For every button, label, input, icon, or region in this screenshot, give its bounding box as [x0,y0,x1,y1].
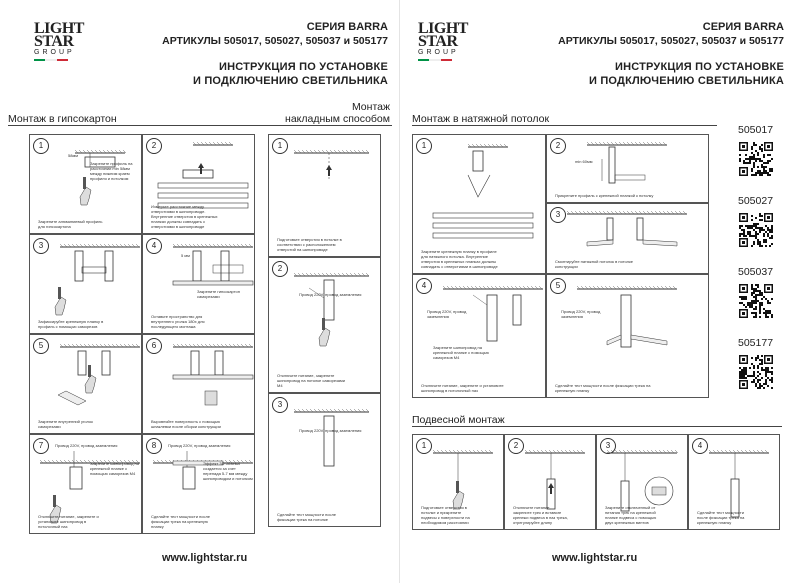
series-title: СЕРИЯ BARRA [702,21,784,33]
drywall-step-7 [29,434,142,534]
instruction-title-line1: ИНСТРУКЦИЯ ПО УСТАНОВКЕ [615,61,784,73]
step-caption: Зафиксируйте крепежную планку в профиль с помощью саморезов [38,319,104,329]
logo-group: GROUP [34,49,75,56]
logo-line1: LIGHT [34,20,84,37]
left-section-rule [8,125,392,126]
step-number: 2 [272,261,288,277]
installation-diagram [269,394,382,528]
surface-section-title-1: Монтаж [351,101,390,113]
dimension-label: 5 мм [181,253,190,258]
step-number: 1 [33,138,49,154]
article-code: 505027 [738,195,774,207]
step-number: 4 [146,238,162,254]
left-footer-url[interactable]: www.lightstar.ru [162,552,248,564]
right-footer-url[interactable]: www.lightstar.ru [552,552,638,564]
step-caption: Закрепите внутренний уголок саморезами [38,419,93,429]
step-number: 3 [33,238,49,254]
step-caption: Закрепите алюминиевый профиль для гипсокартона [38,219,103,229]
step-caption-secondary: Закрепите гипсокартон саморезами [197,289,240,299]
suspended-step-1 [412,434,504,530]
step-caption: Измерьте расстояние между отверстиями в шинопроводе. Внутренние отверстия в крепежных планках должны совпадать с отверстиями в шинопроводе [151,204,218,229]
right-header [558,20,784,88]
step-number: 3 [600,438,616,454]
step-number: 2 [550,138,566,154]
step-caption: Оставьте пространство для внутреннего уголка 180х для последующего монтажа [151,314,205,329]
step-note: Закрепите шинопровод на крепежной планке с помощью саморезов М4 [90,461,139,476]
drywall-step-4 [142,234,255,334]
step-number: 5 [33,338,49,354]
right-section-rule [412,125,717,126]
logo-line2: STAR [418,33,458,50]
wire-label: Провод 220V, провод заземления [299,428,362,433]
step-number: 1 [272,138,288,154]
qr-code[interactable] [739,213,773,247]
step-caption: Отключите питание, закрепите и установите шинопровод в потолочный паз [38,514,99,529]
articles-list: АРТИКУЛЫ 505017, 505027, 505037 и 505177 [558,35,784,47]
step-caption: Закрепите отключенный от питания трек на крепежной планке подвеса с помощью двух крепежных винтов [605,505,657,525]
wire-label: Провод 220V, провод заземления [561,309,601,319]
step-note: Эффект 3D объема создается за счет перепада 5-7 мм между шинопроводом и потолком [203,461,253,481]
step-number: 6 [146,338,162,354]
series-title: СЕРИЯ BARRA [306,21,388,33]
drywall-step-8 [142,434,255,534]
stretch-step-5 [546,274,709,398]
qr-code[interactable] [739,284,773,318]
wire-label: Провод 220V, провод заземления [168,443,231,448]
surface-step-3 [268,393,381,527]
wire-label: Провод 220V, провод заземления [55,443,118,448]
step-number: 1 [416,138,432,154]
step-note: Закрепите профиль на расстоянии min 58мм между нижним краем профиля и потолком [90,161,133,181]
step-caption: Сделайте тест мощности после фиксации трека на крепежную планку [151,514,211,529]
articles-list: АРТИКУЛЫ 505017, 505027, 505037 и 505177 [162,35,388,47]
page-divider [399,0,400,583]
suspended-step-3 [596,434,688,530]
step-note: Закрепите шинопровод на крепежной планке с помощью саморезов М4 [433,345,489,360]
step-caption: Закрепите крепежную планку в профиле для натяжного потолка. Внутренние отверстия в крепежных планках должны совпадать с отверстиями в шинопроводе [421,249,498,269]
suspended-section-title: Подвесной монтаж [412,414,505,426]
article-code: 505037 [738,266,774,278]
installation-diagram [413,275,547,399]
step-number: 2 [146,138,162,154]
instruction-title-line1: ИНСТРУКЦИЯ ПО УСТАНОВКЕ [219,61,388,73]
step-number: 8 [146,438,162,454]
logo-flag-stripe [418,59,452,61]
logo-flag-stripe [34,59,68,61]
step-number: 1 [416,438,432,454]
step-caption: Отключите питание, закрепите трек и вставьте крепежи подвеса в паз трека, отрегулируйте длину [513,505,568,525]
stretch-step-1 [412,134,546,274]
logo-line1: LIGHT [418,20,468,37]
logo-line2: STAR [34,33,74,50]
surface-section-title-2: накладным способом [285,113,390,125]
step-caption: Отключите питание, закрепите шинопровод на потолке саморезами M4 [277,373,345,388]
surface-step-2 [268,257,381,393]
step-caption: Прикрепите профиль с крепежной планкой к потолку [555,193,654,198]
lightstar-logo-right [418,22,468,61]
step-caption: Смонтируйте натяжной потолок в потолке конструкции [555,259,633,269]
step-caption: Отключите питание, закрепите и установите шинопровод в потолочный паз [421,383,504,393]
step-number: 7 [33,438,49,454]
instruction-title-line2: И ПОДКЛЮЧЕНИЮ СВЕТИЛЬНИКА [192,75,388,87]
qr-code[interactable] [739,355,773,389]
installation-diagram [547,275,710,399]
step-caption: Сделайте тест мощности после фиксации трека на потолке [277,512,337,522]
left-header [162,20,388,88]
drywall-step-5 [29,334,142,434]
step-number: 2 [508,438,524,454]
lightstar-logo [34,22,84,61]
drywall-step-3 [29,234,142,334]
drywall-step-6 [142,334,255,434]
step-number: 3 [550,207,566,223]
step-number: 4 [692,438,708,454]
surface-step-1 [268,134,381,257]
step-caption: Сделайте тест мощности после фиксации трека на крепежную планку [697,510,745,525]
step-caption: Подготовьте отверстия в потолке и прикрепите подвесы к поверхности на необходимом расстоянии [421,505,470,525]
suspended-step-4 [688,434,780,530]
drywall-step-2 [142,134,255,234]
stretch-section-title: Монтаж в натяжной потолок [412,113,550,125]
step-number: 4 [416,278,432,294]
step-caption: Подготовьте отверстия в потолке в соответствии с расположением отверстий на шинопроводе [277,237,342,252]
step-number: 5 [550,278,566,294]
step-number: 3 [272,397,288,413]
instruction-title-line2: И ПОДКЛЮЧЕНИЮ СВЕТИЛЬНИКА [588,75,784,87]
drywall-section-title: Монтаж в гипсокартон [8,113,117,125]
qr-code[interactable] [739,142,773,176]
stretch-step-2 [546,134,709,203]
dimension-label: 58мм [68,153,78,158]
article-code: 505177 [738,337,774,349]
step-caption: Выровняйте поверхность с помощью шпаклевки после сборки конструкции [151,419,221,429]
wire-label: Провод 220V, провод заземления [427,309,467,319]
article-code: 505017 [738,124,774,136]
step-caption: Сделайте тест мощности после фиксации трека на крепежную планку [555,383,651,393]
wire-label: Провод 220V, провод заземления [299,292,362,297]
suspended-section-rule [412,426,782,427]
stretch-step-3 [546,203,709,274]
stretch-step-4 [412,274,546,398]
drywall-step-1 [29,134,142,234]
logo-group: GROUP [418,49,459,56]
suspended-step-2 [504,434,596,530]
dimension-label: min 60мм [575,159,593,164]
